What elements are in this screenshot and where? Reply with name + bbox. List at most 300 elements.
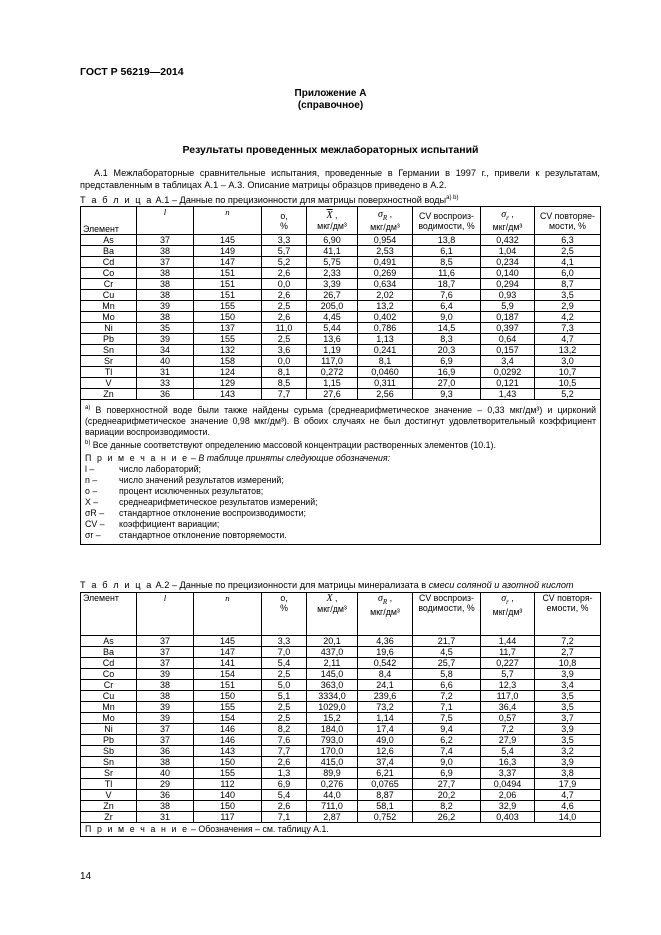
value-cell: 117,0: [307, 356, 358, 367]
element-cell: Co: [81, 268, 137, 279]
element-cell: Cr: [81, 279, 137, 290]
value-cell: 155: [194, 334, 262, 345]
value-cell: 0,0765: [358, 779, 413, 790]
value-cell: 1,15: [307, 378, 358, 389]
value-cell: 5,8: [413, 669, 481, 680]
value-cell: 711,0: [307, 801, 358, 812]
symbol-legend: [85, 464, 596, 541]
value-cell: 26,7: [307, 290, 358, 301]
value-cell: 0,311: [358, 378, 413, 389]
element-cell: V: [81, 378, 137, 389]
table-row: [81, 279, 601, 290]
value-cell: 2,6: [262, 757, 307, 768]
value-cell: 10,7: [535, 367, 601, 378]
value-cell: 150: [194, 757, 262, 768]
value-cell: 36,4: [481, 702, 535, 713]
value-cell: 38: [137, 279, 194, 290]
element-cell: Ba: [81, 647, 137, 658]
table-row: [81, 790, 601, 801]
th2-o: o, %: [262, 593, 307, 636]
value-cell: 3,37: [481, 768, 535, 779]
value-cell: 16,9: [413, 367, 481, 378]
value-cell: 132: [194, 345, 262, 356]
value-cell: 3,7: [535, 713, 601, 724]
element-cell: Ni: [81, 724, 137, 735]
th-sigma-R: $\sigma_R$ , мкг/дм³: [358, 207, 413, 235]
value-cell: 151: [194, 680, 262, 691]
legend-text: среднеарифметическое результатов измерений;: [119, 496, 318, 507]
value-cell: 124: [194, 367, 262, 378]
table-row: [81, 257, 601, 268]
table1-caption: Т а б л и ц а А.1 – Данные по прецизионности для матрицы поверхностной воды$^{a) b)}$: [80, 195, 459, 206]
value-cell: 20,1: [307, 636, 358, 647]
value-cell: 151: [194, 290, 262, 301]
legend-item: [85, 464, 596, 475]
value-cell: 25,7: [413, 658, 481, 669]
value-cell: 13,8: [413, 235, 481, 246]
value-cell: 3,4: [535, 680, 601, 691]
value-cell: 34: [137, 345, 194, 356]
value-cell: 0,57: [481, 713, 535, 724]
value-cell: 150: [194, 691, 262, 702]
value-cell: 2,5: [262, 334, 307, 345]
legend-symbol: σr –: [85, 529, 101, 540]
value-cell: 141: [194, 658, 262, 669]
table-row: [81, 323, 601, 334]
value-cell: 4,1: [535, 257, 601, 268]
legend-item: [85, 475, 596, 486]
value-cell: 8,1: [358, 356, 413, 367]
value-cell: 6,2: [413, 735, 481, 746]
table-row: [81, 691, 601, 702]
value-cell: 0,0292: [481, 367, 535, 378]
table-row: [81, 724, 601, 735]
legend-text: процент исключенных результатов;: [119, 485, 264, 496]
value-cell: 5,1: [262, 691, 307, 702]
value-cell: 38: [137, 680, 194, 691]
value-cell: 0,234: [481, 257, 535, 268]
value-cell: 38: [137, 246, 194, 257]
element-cell: Zr: [81, 812, 137, 823]
element-cell: V: [81, 790, 137, 801]
value-cell: 0,272: [307, 367, 358, 378]
th-sigma-r: $\sigma_r$ , мкг/дм³: [481, 207, 535, 235]
value-cell: 58,1: [358, 801, 413, 812]
value-cell: 150: [194, 312, 262, 323]
legend-text: коэффициент вариации;: [119, 518, 220, 529]
value-cell: 8,7: [535, 279, 601, 290]
value-cell: 2,5: [262, 713, 307, 724]
element-cell: Zn: [81, 389, 137, 400]
value-cell: 0,140: [481, 268, 535, 279]
value-cell: 38: [137, 312, 194, 323]
table-row: [81, 235, 601, 246]
value-cell: 4,7: [535, 334, 601, 345]
legend-symbol: n –: [85, 474, 98, 485]
value-cell: 5,2: [262, 257, 307, 268]
value-cell: 44,0: [307, 790, 358, 801]
value-cell: 8,5: [413, 257, 481, 268]
value-cell: 5,4: [262, 790, 307, 801]
value-cell: 145,0: [307, 669, 358, 680]
value-cell: 7,3: [535, 323, 601, 334]
value-cell: 155: [194, 702, 262, 713]
value-cell: 147: [194, 257, 262, 268]
value-cell: 7,7: [262, 746, 307, 757]
value-cell: 31: [137, 367, 194, 378]
table-row: [81, 746, 601, 757]
element-cell: Sn: [81, 345, 137, 356]
value-cell: 146: [194, 735, 262, 746]
th2-n: n: [194, 593, 262, 636]
value-cell: 3,4: [481, 356, 535, 367]
value-cell: 12,6: [358, 746, 413, 757]
value-cell: 37: [137, 235, 194, 246]
element-cell: Pb: [81, 334, 137, 345]
th2-sigma-R: $\sigma_R$ , мкг/дм³: [358, 593, 413, 636]
th-cv-reproducibility: CV воспроиз-водимости, %: [413, 207, 481, 235]
value-cell: 13,6: [307, 334, 358, 345]
legend-symbol: o –: [85, 485, 98, 496]
table-row: [81, 389, 601, 400]
value-cell: 14,0: [535, 812, 601, 823]
th-mean: $\overline{X}$ , мкг/дм³: [307, 207, 358, 235]
table-row: [81, 290, 601, 301]
element-cell: Ni: [81, 323, 137, 334]
value-cell: 155: [194, 301, 262, 312]
value-cell: 0,752: [358, 812, 413, 823]
table2-body: [81, 636, 601, 823]
element-cell: Sn: [81, 757, 137, 768]
element-cell: Cu: [81, 691, 137, 702]
table-row: [81, 378, 601, 389]
value-cell: 39: [137, 702, 194, 713]
th-o: o, %: [262, 207, 307, 235]
value-cell: 14,5: [413, 323, 481, 334]
value-cell: 3,3: [262, 235, 307, 246]
element-cell: Mn: [81, 301, 137, 312]
value-cell: 793,0: [307, 735, 358, 746]
footnote-b: $^{b)}$ Все данные соответствуют определению массовой концентрации растворенных элементов (10.1).: [85, 439, 496, 450]
table1-notes: [81, 400, 601, 545]
legend-text: стандартное отклонение повторяемости.: [119, 529, 287, 540]
table-row: [81, 312, 601, 323]
legend-item: [85, 519, 596, 530]
value-cell: 5,44: [307, 323, 358, 334]
value-cell: 39: [137, 334, 194, 345]
value-cell: 5,4: [481, 746, 535, 757]
value-cell: 2,6: [262, 268, 307, 279]
value-cell: 6,9: [262, 779, 307, 790]
value-cell: 3,5: [535, 290, 601, 301]
value-cell: 2,33: [307, 268, 358, 279]
th2-cv-repeatability: CV повторя-емости, %: [535, 593, 601, 636]
element-cell: Sr: [81, 768, 137, 779]
annex-heading: [0, 88, 661, 112]
value-cell: 36: [137, 746, 194, 757]
value-cell: 3334,0: [307, 691, 358, 702]
value-cell: 5,0: [262, 680, 307, 691]
value-cell: 17,9: [535, 779, 601, 790]
value-cell: 9,4: [413, 724, 481, 735]
legend-symbol: X –: [85, 496, 99, 507]
value-cell: 36: [137, 790, 194, 801]
value-cell: 32,9: [481, 801, 535, 812]
element-cell: Cu: [81, 290, 137, 301]
value-cell: 3,9: [535, 757, 601, 768]
value-cell: 143: [194, 746, 262, 757]
value-cell: 1,04: [481, 246, 535, 257]
value-cell: 3,5: [535, 735, 601, 746]
page-number: 14: [80, 871, 92, 882]
value-cell: 7,2: [413, 691, 481, 702]
value-cell: 0,157: [481, 345, 535, 356]
value-cell: 10,8: [535, 658, 601, 669]
value-cell: 5,2: [535, 389, 601, 400]
value-cell: 0,0: [262, 356, 307, 367]
value-cell: 39: [137, 301, 194, 312]
table-row: [81, 334, 601, 345]
value-cell: 363,0: [307, 680, 358, 691]
value-cell: 39: [137, 669, 194, 680]
value-cell: 137: [194, 323, 262, 334]
value-cell: 7,4: [413, 746, 481, 757]
value-cell: 6,0: [535, 268, 601, 279]
value-cell: 0,64: [481, 334, 535, 345]
table-row: [81, 680, 601, 691]
value-cell: 73,2: [358, 702, 413, 713]
value-cell: 5,75: [307, 257, 358, 268]
value-cell: 145: [194, 636, 262, 647]
table2-note: П р и м е ч а н и е – Обозначения – см. таблицу А.1.: [81, 823, 601, 837]
value-cell: 146: [194, 724, 262, 735]
value-cell: 4,2: [535, 312, 601, 323]
legend-text: число лабораторий;: [119, 463, 201, 474]
value-cell: 0,187: [481, 312, 535, 323]
value-cell: 0,397: [481, 323, 535, 334]
value-cell: 8,2: [413, 801, 481, 812]
value-cell: 8,2: [262, 724, 307, 735]
element-cell: Ba: [81, 246, 137, 257]
value-cell: 170,0: [307, 746, 358, 757]
value-cell: 38: [137, 757, 194, 768]
value-cell: 0,294: [481, 279, 535, 290]
value-cell: 3,6: [262, 345, 307, 356]
value-cell: 1029,0: [307, 702, 358, 713]
element-cell: Cd: [81, 257, 137, 268]
value-cell: 4,45: [307, 312, 358, 323]
element-cell: Sr: [81, 356, 137, 367]
value-cell: 0,276: [307, 779, 358, 790]
value-cell: 13,2: [358, 301, 413, 312]
value-cell: 158: [194, 356, 262, 367]
value-cell: 3,0: [535, 356, 601, 367]
value-cell: 17,4: [358, 724, 413, 735]
value-cell: 5,7: [481, 669, 535, 680]
value-cell: 184,0: [307, 724, 358, 735]
element-cell: Sb: [81, 746, 137, 757]
value-cell: 0,403: [481, 812, 535, 823]
value-cell: 20,2: [413, 790, 481, 801]
value-cell: 0,402: [358, 312, 413, 323]
table-row: [81, 636, 601, 647]
value-cell: 8,4: [358, 669, 413, 680]
value-cell: 6,9: [413, 356, 481, 367]
value-cell: 3,3: [262, 636, 307, 647]
table2-caption: Т а б л и ц а А.2 – Данные по прецизионности для матрицы минерализата в смеси соляной и азотной кислот: [80, 580, 574, 590]
value-cell: 151: [194, 268, 262, 279]
value-cell: 6,9: [413, 768, 481, 779]
table-row: [81, 356, 601, 367]
value-cell: 2,53: [358, 246, 413, 257]
value-cell: 0,432: [481, 235, 535, 246]
value-cell: 0,634: [358, 279, 413, 290]
value-cell: 7,6: [262, 735, 307, 746]
annex-subtitle: (справочное): [297, 100, 364, 111]
value-cell: 16,3: [481, 757, 535, 768]
element-cell: Mn: [81, 702, 137, 713]
value-cell: 117: [194, 812, 262, 823]
value-cell: 3,2: [535, 746, 601, 757]
value-cell: 36: [137, 389, 194, 400]
value-cell: 0,121: [481, 378, 535, 389]
legend-item: [85, 530, 596, 541]
value-cell: 0,786: [358, 323, 413, 334]
value-cell: 5,7: [262, 246, 307, 257]
value-cell: 415,0: [307, 757, 358, 768]
table1: [80, 206, 601, 545]
value-cell: 6,4: [413, 301, 481, 312]
table-row: [81, 713, 601, 724]
th2-mean: $\overline{X}$ , мкг/дм³: [307, 593, 358, 636]
table2: [80, 592, 601, 837]
value-cell: 2,6: [262, 312, 307, 323]
table-row: [81, 345, 601, 356]
value-cell: 117,0: [481, 691, 535, 702]
value-cell: 0,269: [358, 268, 413, 279]
value-cell: 2,9: [535, 301, 601, 312]
table-row: [81, 669, 601, 680]
value-cell: 21,7: [413, 636, 481, 647]
document-header: ГОСТ Р 56219—2014: [80, 66, 184, 78]
element-cell: Mo: [81, 312, 137, 323]
value-cell: 112: [194, 779, 262, 790]
element-cell: As: [81, 235, 137, 246]
value-cell: 7,7: [262, 389, 307, 400]
legend-text: стандартное отклонение воспроизводимости;: [119, 507, 306, 518]
value-cell: 3,9: [535, 724, 601, 735]
element-cell: Pb: [81, 735, 137, 746]
value-cell: 8,87: [358, 790, 413, 801]
value-cell: 6,3: [535, 235, 601, 246]
value-cell: 37: [137, 735, 194, 746]
value-cell: 2,7: [535, 647, 601, 658]
value-cell: 0,0494: [481, 779, 535, 790]
element-cell: Zn: [81, 801, 137, 812]
value-cell: 10,5: [535, 378, 601, 389]
value-cell: 2,02: [358, 290, 413, 301]
value-cell: 9,0: [413, 312, 481, 323]
value-cell: 2,5: [262, 702, 307, 713]
value-cell: 13,2: [535, 345, 601, 356]
value-cell: 40: [137, 356, 194, 367]
value-cell: 3,8: [535, 768, 601, 779]
value-cell: 1,14: [358, 713, 413, 724]
value-cell: 5,4: [262, 658, 307, 669]
value-cell: 37: [137, 658, 194, 669]
value-cell: 89,9: [307, 768, 358, 779]
table-row: [81, 768, 601, 779]
value-cell: 0,491: [358, 257, 413, 268]
legend-text: число значений результатов измерений;: [119, 474, 284, 485]
value-cell: 6,90: [307, 235, 358, 246]
value-cell: 35: [137, 323, 194, 334]
section-title: Результаты проведенных межлабораторных испытаний: [182, 144, 479, 156]
value-cell: 19,6: [358, 647, 413, 658]
value-cell: 41,1: [307, 246, 358, 257]
value-cell: 11,6: [413, 268, 481, 279]
th-n: n: [194, 207, 262, 235]
table-row: [81, 779, 601, 790]
value-cell: 6,21: [358, 768, 413, 779]
value-cell: 8,3: [413, 334, 481, 345]
value-cell: 4,36: [358, 636, 413, 647]
value-cell: 7,2: [481, 724, 535, 735]
value-cell: 0,954: [358, 235, 413, 246]
value-cell: 38: [137, 290, 194, 301]
element-cell: Tl: [81, 367, 137, 378]
th-element: Элемент: [81, 207, 137, 235]
element-cell: Tl: [81, 779, 137, 790]
th2-sigma-r: $\sigma_r$ , мкг/дм³: [481, 593, 535, 636]
value-cell: 40: [137, 768, 194, 779]
value-cell: 29: [137, 779, 194, 790]
value-cell: 4,7: [535, 790, 601, 801]
value-cell: 37,4: [358, 757, 413, 768]
value-cell: 27,9: [481, 735, 535, 746]
table-row: [81, 801, 601, 812]
table-row: [81, 658, 601, 669]
value-cell: 2,5: [262, 301, 307, 312]
value-cell: 26,2: [413, 812, 481, 823]
value-cell: 9,0: [413, 757, 481, 768]
value-cell: 7,6: [413, 290, 481, 301]
value-cell: 39: [137, 713, 194, 724]
value-cell: 11,0: [262, 323, 307, 334]
value-cell: 49,0: [358, 735, 413, 746]
element-cell: Co: [81, 669, 137, 680]
legend-item: [85, 497, 596, 508]
value-cell: 38: [137, 268, 194, 279]
value-cell: 0,0460: [358, 367, 413, 378]
value-cell: 27,7: [413, 779, 481, 790]
value-cell: 38: [137, 801, 194, 812]
value-cell: 147: [194, 647, 262, 658]
value-cell: 37: [137, 257, 194, 268]
value-cell: 7,5: [413, 713, 481, 724]
value-cell: 27,0: [413, 378, 481, 389]
value-cell: 5,9: [481, 301, 535, 312]
value-cell: 12,3: [481, 680, 535, 691]
legend-symbol: CV –: [85, 518, 105, 529]
th-l: l: [137, 207, 194, 235]
footnote-a: $^{a)}$ В поверхностной воде были также найдены сурьма (среднеарифметическое значение – 0,33 мкг/дм³) и цирконий (среднеарифметическое значение 0,98 мкг/дм³). В обоих случаях не был достигнут удовлетворительный коэффициент вариации воспроизводимости.: [85, 404, 596, 437]
value-cell: 1,19: [307, 345, 358, 356]
value-cell: 3,39: [307, 279, 358, 290]
table1-body: [81, 235, 601, 400]
value-cell: 239,6: [358, 691, 413, 702]
value-cell: 0,542: [358, 658, 413, 669]
